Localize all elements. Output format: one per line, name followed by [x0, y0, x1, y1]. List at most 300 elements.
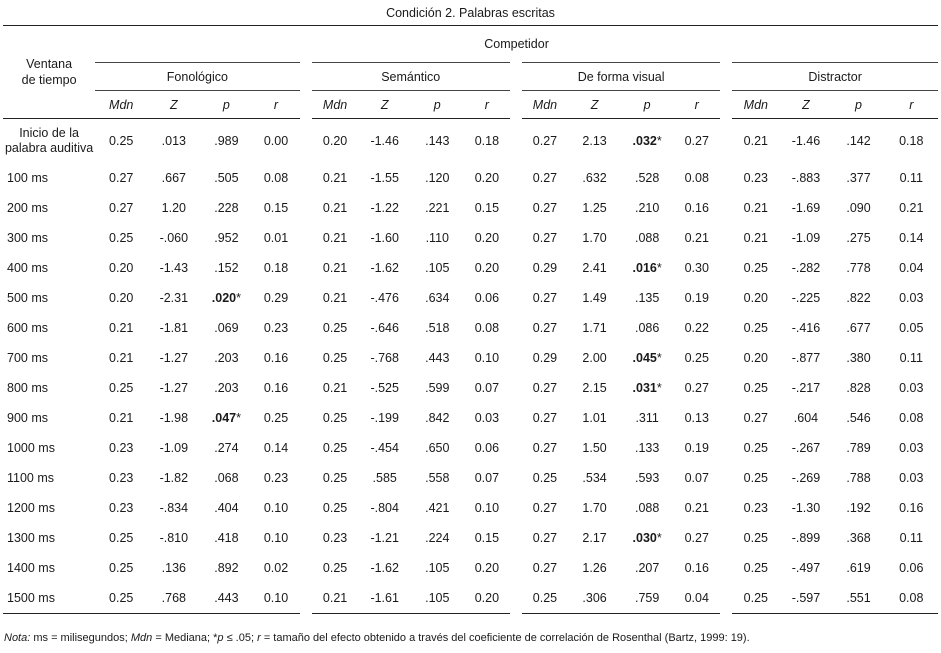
stat-header-r: r: [909, 97, 914, 112]
row-label-line: 1000 ms: [7, 440, 55, 455]
stat-header-z: Z: [802, 97, 810, 112]
table-cell: 0.27: [109, 201, 134, 215]
table-cell: 0.18: [899, 134, 924, 148]
table-cell: .892: [214, 561, 239, 575]
table-cell: 0.20: [474, 231, 500, 245]
table-cell: 2.13: [582, 134, 607, 148]
table-cell: 0.22: [684, 321, 709, 335]
table-cell: 0.04: [899, 261, 924, 275]
table-cell: 0.20: [109, 261, 134, 275]
table-cell: -1.46: [791, 134, 821, 148]
row-label: [3, 343, 95, 373]
table-cell: .032*: [632, 134, 662, 148]
table-cell: 0.27: [726, 403, 779, 433]
table-cell: 0.21: [726, 193, 779, 223]
table-cell: 0.20: [474, 561, 500, 575]
table-cell: .443: [425, 351, 450, 365]
table-row: [3, 403, 938, 433]
table-cell: 0.23: [109, 471, 134, 485]
table-cell: 0.16: [684, 201, 709, 215]
table-cell: 0.25: [306, 433, 359, 463]
table-cell: 0.21: [306, 163, 359, 193]
table-cell: -1.22: [370, 201, 399, 215]
table-cell: .677: [846, 321, 871, 335]
table-cell: .619: [846, 561, 871, 575]
table-cell: .842: [425, 411, 450, 425]
note-text-4: = tamaño del efecto obtenido a través del coeficiente de correlación de Rosenthal (Bartz, 1999: 19).: [260, 632, 750, 644]
table-cell: 0.27: [516, 193, 568, 223]
table-cell: 0.11: [899, 171, 923, 185]
row-label-line: 1300 ms: [7, 530, 55, 545]
table-cell: 0.16: [684, 561, 709, 575]
table-cell: 0.25: [684, 351, 709, 365]
table-note: [4, 632, 750, 644]
table-cell: 0.23: [306, 523, 359, 553]
table-cell: .518: [425, 321, 450, 335]
table-row: [3, 553, 938, 583]
table-cell: .505: [214, 171, 239, 185]
table-cell: -.282: [791, 261, 821, 275]
table-cell: -.269: [791, 471, 821, 485]
table-cell: 0.27: [516, 163, 568, 193]
table-row: [3, 253, 938, 283]
table-cell: 1.70: [582, 501, 607, 515]
note-mdn: Mdn: [130, 632, 153, 644]
row-label: [3, 163, 95, 193]
table-cell: -.883: [791, 171, 821, 185]
table-cell: 0.25: [306, 553, 359, 583]
table-cell: -.804: [370, 501, 399, 515]
competidor-header: Competidor: [95, 26, 938, 63]
table-cell: 0.21: [306, 283, 359, 313]
table-cell: 0.10: [263, 531, 289, 545]
group-header-fonologico: Fonológico: [95, 63, 305, 91]
table-cell: 0.07: [474, 381, 500, 395]
table-cell: .105: [425, 561, 450, 575]
table-cell: .105: [425, 591, 450, 605]
table-cell: .275: [846, 231, 871, 245]
table-cell: 0.10: [474, 351, 500, 365]
table-cell: 0.29: [516, 253, 568, 283]
table-cell: -1.60: [370, 231, 399, 245]
table-cell: .120: [425, 171, 450, 185]
table-row: [3, 223, 938, 253]
table-cell: .086: [634, 321, 660, 335]
table-cell: -1.81: [159, 321, 189, 335]
stat-header-p: p: [222, 97, 230, 112]
row-label: [3, 523, 95, 553]
table-cell: 0.25: [306, 313, 359, 343]
table-cell: 0.27: [684, 381, 709, 395]
table-cell: -.768: [370, 351, 399, 365]
row-label-line: 200 ms: [7, 200, 48, 215]
table-cell: 0.01: [263, 231, 289, 245]
table-cell: .789: [846, 441, 871, 455]
table-body: [3, 119, 938, 614]
table-cell: 0.25: [726, 553, 779, 583]
table-cell: 1.49: [582, 291, 607, 305]
table-cell: 2.00: [582, 351, 607, 365]
row-label: [3, 463, 95, 493]
significant-p-value: .045: [632, 351, 657, 365]
table-cell: 0.25: [306, 343, 359, 373]
note-r: r: [257, 632, 261, 644]
table-cell: .952: [214, 231, 239, 245]
table-cell: .013: [161, 134, 186, 148]
table-cell: .306: [582, 591, 607, 605]
table-cell: .546: [846, 411, 871, 425]
table-cell: 0.23: [109, 441, 134, 455]
table-cell: .152: [214, 261, 239, 275]
table-cell: 0.23: [263, 471, 289, 485]
table-cell: 0.16: [263, 381, 289, 395]
table-cell: 1.25: [582, 201, 607, 215]
table-cell: .045*: [632, 351, 662, 365]
table-cell: 0.27: [516, 119, 568, 164]
note-text-2: = Mediana; *: [152, 632, 218, 644]
table-cell: -.877: [791, 351, 821, 365]
table-row: [3, 433, 938, 463]
table-cell: 0.25: [726, 463, 779, 493]
table-cell: 0.27: [684, 134, 709, 148]
table-cell: 0.25: [109, 231, 134, 245]
stat-header-mdn: Mdn: [726, 91, 779, 119]
table-row: [3, 373, 938, 403]
table-cell: .088: [634, 231, 660, 245]
table-cell: 0.29: [263, 291, 289, 305]
table-cell: .203: [214, 381, 239, 395]
table-cell: 0.11: [899, 531, 923, 545]
table-cell: .421: [425, 501, 450, 515]
table-cell: 1.01: [582, 411, 607, 425]
table-cell: -.217: [791, 381, 821, 395]
table-cell: .047*: [211, 411, 242, 425]
table-row: [3, 163, 938, 193]
row-label-line: 900 ms: [7, 410, 48, 425]
table-cell: 2.15: [582, 381, 607, 395]
table-cell: 0.21: [109, 351, 134, 365]
table-cell: .105: [425, 261, 450, 275]
stat-header-mdn: Mdn: [306, 91, 359, 119]
table-cell: -.476: [370, 291, 399, 305]
row-label: [3, 403, 95, 433]
table-cell: .110: [425, 231, 449, 245]
table-cell: .632: [582, 171, 607, 185]
row-label-line: 800 ms: [7, 380, 48, 395]
table-cell: .228: [214, 201, 239, 215]
table-cell: 0.23: [109, 501, 134, 515]
significant-p-value: .016: [632, 261, 657, 275]
row-label-line: 500 ms: [7, 290, 48, 305]
stat-header-mdn: Mdn: [516, 91, 568, 119]
table-cell: -1.55: [370, 171, 399, 185]
significant-p-value: .032: [632, 134, 657, 148]
table-cell: 0.23: [726, 493, 779, 523]
table-cell: 0.15: [474, 531, 500, 545]
table-cell: 1.71: [582, 321, 607, 335]
table-cell: 0.14: [899, 231, 924, 245]
row-label-line: 1200 ms: [7, 500, 55, 515]
row-label: [3, 223, 95, 253]
table-cell: .759: [634, 591, 660, 605]
table-cell: 0.02: [263, 561, 289, 575]
table-cell: .031*: [632, 381, 662, 395]
table-cell: 0.15: [474, 201, 500, 215]
table-cell: 1.26: [582, 561, 607, 575]
table-cell: .778: [846, 261, 871, 275]
table-cell: -.267: [791, 441, 821, 455]
table-cell: 0.21: [306, 373, 359, 403]
table-cell: 0.18: [263, 261, 289, 275]
table-cell: 0.08: [899, 591, 924, 605]
stat-header-p: p: [433, 97, 441, 112]
stat-header-r: r: [484, 97, 489, 112]
table-cell: -.834: [159, 501, 189, 515]
row-label: [3, 283, 95, 313]
table-cell: .088: [634, 501, 660, 515]
row-label: [3, 373, 95, 403]
table-cell: 0.07: [684, 471, 709, 485]
table-cell: 0.21: [306, 583, 359, 614]
table-cell: .551: [846, 591, 871, 605]
table-cell: .404: [214, 501, 239, 515]
table-cell: .989: [214, 134, 239, 148]
table-cell: .788: [846, 471, 871, 485]
stat-header-z: Z: [169, 97, 178, 112]
table-cell: .368: [846, 531, 871, 545]
table-cell: .020*: [211, 291, 242, 305]
table-cell: 0.25: [306, 463, 359, 493]
table-cell: .418: [214, 531, 239, 545]
table-cell: 0.08: [474, 321, 500, 335]
table-row: [3, 523, 938, 553]
table-cell: .090: [846, 201, 871, 215]
table-cell: 0.08: [899, 411, 924, 425]
table-cell: 1.50: [582, 441, 607, 455]
note-label: Nota:: [4, 632, 31, 644]
table-cell: 0.27: [684, 531, 709, 545]
row-label-line: Inicio de la: [19, 126, 79, 140]
table-row: [3, 343, 938, 373]
group-header-forma-visual: De forma visual: [516, 63, 726, 91]
significant-p-value: .030: [632, 531, 657, 545]
table-cell: 0.29: [516, 343, 568, 373]
table-row: [3, 493, 938, 523]
table-cell: 0.25: [726, 523, 779, 553]
table-cell: -.454: [370, 441, 399, 455]
table-cell: 0.21: [726, 119, 779, 164]
table-cell: 0.21: [726, 223, 779, 253]
table-cell: 0.21: [109, 411, 134, 425]
table-cell: .585: [372, 471, 397, 485]
stat-header-r: r: [694, 97, 699, 112]
table-cell: 0.25: [306, 403, 359, 433]
table-cell: 0.21: [306, 253, 359, 283]
table-cell: 0.16: [263, 351, 289, 365]
stat-header-p: p: [855, 97, 862, 112]
table-cell: 0.07: [474, 471, 500, 485]
table-cell: 0.25: [726, 583, 779, 614]
table-cell: 0.27: [516, 523, 568, 553]
table-cell: 0.06: [474, 441, 500, 455]
table-cell: -.899: [791, 531, 821, 545]
table-cell: 0.25: [109, 134, 134, 148]
group-header-semantico: Semántico: [306, 63, 516, 91]
table-cell: 1.70: [582, 231, 607, 245]
table-cell: 0.04: [684, 591, 709, 605]
significant-p-value: .031: [632, 381, 657, 395]
table-cell: 0.10: [263, 501, 289, 515]
row-label: [3, 433, 95, 463]
table-cell: .634: [425, 291, 450, 305]
table-cell: 0.08: [684, 171, 709, 185]
table-row: [3, 119, 938, 164]
stat-header-row: [3, 91, 938, 119]
table-cell: -1.98: [159, 411, 189, 425]
table-cell: .136: [161, 561, 186, 575]
table-cell: -.497: [791, 561, 821, 575]
table-cell: 0.25: [109, 561, 134, 575]
table-cell: .558: [425, 471, 450, 485]
table-row: [3, 283, 938, 313]
row-label: [3, 253, 95, 283]
table-cell: 0.25: [516, 463, 568, 493]
table-cell: 0.27: [516, 493, 568, 523]
table-cell: .030*: [632, 531, 662, 545]
results-table: [3, 25, 938, 614]
table-cell: -.225: [791, 291, 821, 305]
table-cell: 0.27: [516, 283, 568, 313]
table-cell: .528: [634, 171, 660, 185]
row-label-line: palabra auditiva: [4, 141, 94, 155]
table-cell: 0.03: [899, 381, 924, 395]
table-cell: 0.25: [726, 253, 779, 283]
table-cell: 0.19: [684, 441, 709, 455]
table-cell: 0.20: [474, 171, 500, 185]
table-cell: .380: [846, 351, 871, 365]
row-label: [3, 193, 95, 223]
table-row: [3, 193, 938, 223]
table-cell: 0.15: [263, 201, 289, 215]
table-cell: .311: [635, 411, 659, 425]
table-cell: .650: [425, 441, 450, 455]
table-cell: -1.09: [791, 231, 821, 245]
note-text-1: ms = milisegundos;: [30, 632, 131, 644]
ventana-line-1: Ventana: [26, 57, 73, 71]
table-cell: .224: [425, 531, 450, 545]
table-cell: -.810: [159, 531, 189, 545]
table-cell: 0.25: [516, 583, 568, 614]
table-cell: .604: [793, 411, 819, 425]
table-cell: 0.11: [899, 351, 923, 365]
table-cell: .192: [846, 501, 871, 515]
table-cell: 0.14: [263, 441, 289, 455]
stat-header-z: Z: [590, 97, 599, 112]
table-cell: 0.23: [726, 163, 779, 193]
table-cell: 0.06: [899, 561, 924, 575]
table-cell: -1.62: [370, 561, 399, 575]
table-cell: 0.25: [726, 313, 779, 343]
row-label: [3, 493, 95, 523]
table-cell: -1.46: [370, 134, 399, 148]
table-cell: 1.20: [161, 201, 186, 215]
ventana-header: [3, 26, 95, 119]
table-cell: 0.25: [726, 373, 779, 403]
table-cell: 0.20: [726, 283, 779, 313]
table-title: Condición 2. Palabras escritas: [386, 6, 555, 20]
row-label-line: 1100 ms: [7, 470, 55, 485]
table-cell: 0.27: [516, 223, 568, 253]
table-cell: -2.31: [159, 291, 189, 305]
table-cell: 0.08: [263, 171, 289, 185]
table-cell: .443: [214, 591, 239, 605]
table-cell: .534: [582, 471, 607, 485]
row-label: [3, 313, 95, 343]
table-cell: -.646: [370, 321, 399, 335]
table-cell: 2.17: [582, 531, 607, 545]
table-cell: 0.21: [306, 223, 359, 253]
table-cell: 0.25: [306, 493, 359, 523]
table-cell: -.597: [791, 591, 821, 605]
table-cell: 0.00: [263, 134, 289, 148]
table-cell: 0.25: [109, 381, 134, 395]
table-cell: 0.20: [726, 343, 779, 373]
table-cell: .142: [846, 134, 871, 148]
table-cell: 0.25: [263, 411, 289, 425]
table-cell: .221: [425, 201, 450, 215]
group-header-distractor: Distractor: [726, 63, 938, 91]
stat-header-z: Z: [380, 97, 389, 112]
table-cell: 0.03: [899, 291, 924, 305]
table-cell: 0.21: [109, 321, 134, 335]
table-cell: .593: [634, 471, 660, 485]
table-cell: 0.21: [306, 193, 359, 223]
table-row: [3, 463, 938, 493]
table-cell: .133: [634, 441, 660, 455]
table-cell: -1.09: [159, 441, 189, 455]
table-cell: 0.20: [474, 261, 500, 275]
table-cell: 0.25: [109, 591, 134, 605]
table-cell: .828: [846, 381, 871, 395]
table-cell: 0.21: [684, 231, 709, 245]
table-cell: 0.20: [109, 291, 134, 305]
row-label-line: 700 ms: [7, 350, 48, 365]
table-cell: -1.61: [370, 591, 399, 605]
table-cell: .135: [634, 291, 660, 305]
table-cell: 0.25: [109, 531, 134, 545]
table-cell: 0.16: [899, 501, 924, 515]
table-cell: .667: [161, 171, 186, 185]
row-label: [3, 119, 95, 164]
table-cell: 0.25: [726, 433, 779, 463]
table-cell: 0.10: [474, 501, 500, 515]
table-cell: -1.30: [791, 501, 821, 515]
table-cell: 0.20: [474, 591, 500, 605]
table-cell: 0.06: [474, 291, 500, 305]
row-label: [3, 583, 95, 614]
significant-p-value: .047: [211, 411, 237, 425]
ventana-line-2: de tiempo: [21, 73, 77, 87]
table-cell: 0.30: [684, 261, 709, 275]
table-cell: -1.43: [159, 261, 189, 275]
table-cell: -1.62: [370, 261, 399, 275]
note-p: p: [217, 632, 224, 644]
table-cell: -.060: [159, 231, 189, 245]
table-cell: .016*: [632, 261, 662, 275]
table-cell: 0.27: [516, 433, 568, 463]
table-cell: .203: [214, 351, 239, 365]
table-cell: .768: [161, 591, 186, 605]
